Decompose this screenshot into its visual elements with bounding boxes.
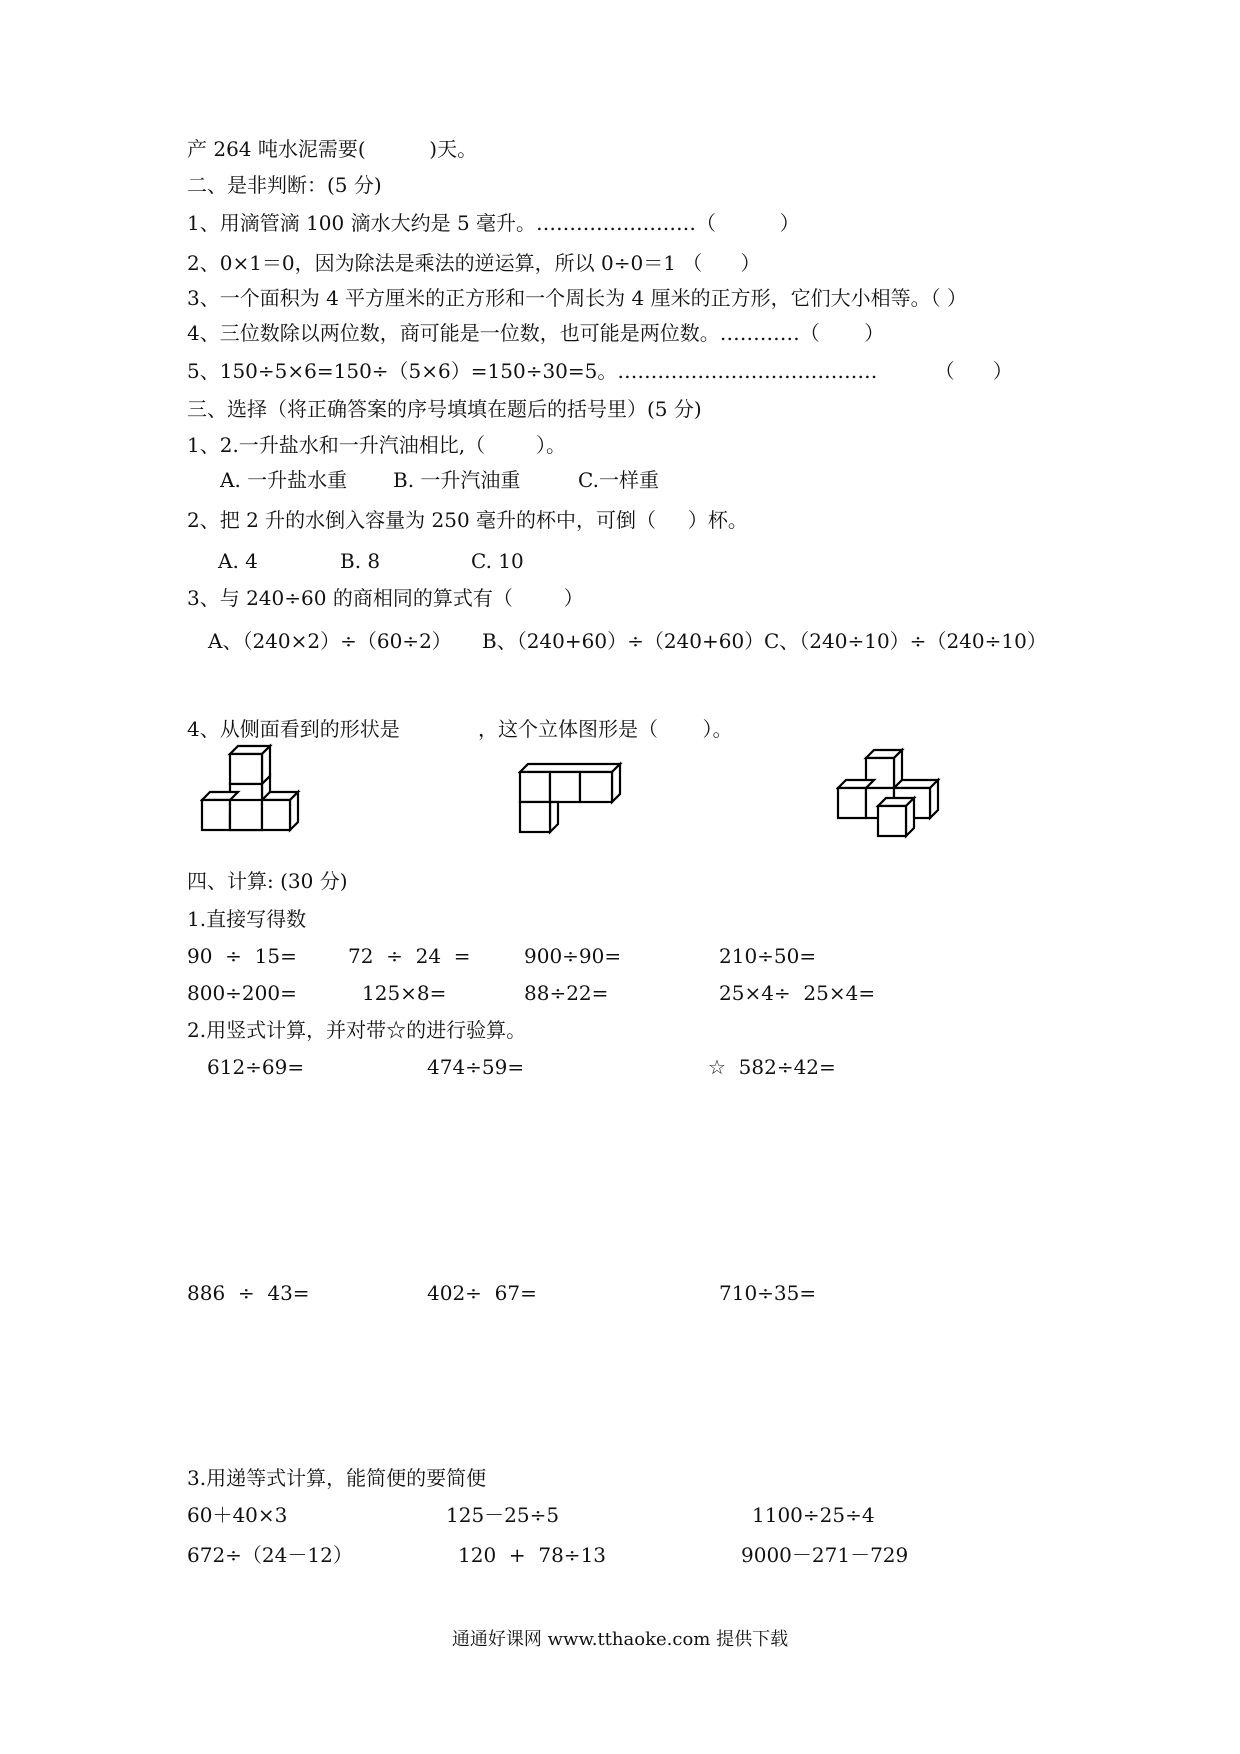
oral-calc-1-1: 90 ÷ 15= xyxy=(187,944,297,968)
choice-q1-option-b: B. 一升汽油重 xyxy=(393,468,521,492)
section2-title: 二、是非判断：(5 分) xyxy=(187,173,382,197)
vertical-calc-2-3: 710÷35= xyxy=(719,1281,817,1305)
judgement-item-4: 4、三位数除以两位数，商可能是一位数，也可能是两位数。…………（ ） xyxy=(187,321,885,345)
vertical-calc-1-1: 612÷69= xyxy=(207,1055,305,1079)
choice-q3-stem: 3、与 240÷60 的商相同的算式有（ ） xyxy=(187,586,584,610)
choice-q2-option-a: A. 4 xyxy=(218,549,258,573)
page-footer: 通通好课网 www.tthaoke.com 提供下载 xyxy=(451,1629,789,1650)
part2-title: 2.用竖式计算，并对带☆的进行验算。 xyxy=(187,1018,527,1042)
stepwise-calc-2-1: 672÷（24－12） xyxy=(187,1543,353,1567)
choice-q2-stem: 2、把 2 升的水倒入容量为 250 毫升的杯中，可倒（ ）杯。 xyxy=(187,508,748,532)
choice-q3-option-c: C、（240÷10）÷（240÷10） xyxy=(764,629,1047,653)
cube-figure-a xyxy=(200,740,310,840)
section3-title: 三、选择（将正确答案的序号填填在题后的括号里）(5 分) xyxy=(187,397,702,421)
stepwise-calc-1-2: 125－25÷5 xyxy=(446,1503,560,1527)
oral-calc-1-4: 210÷50= xyxy=(719,944,817,968)
stepwise-calc-2-3: 9000－271－729 xyxy=(741,1543,909,1567)
continuation-text: 产 264 吨水泥需要( )天。 xyxy=(187,137,478,161)
stepwise-calc-2-2: 120 + 78÷13 xyxy=(458,1543,607,1567)
choice-q4-stem-part1: 4、从侧面看到的形状是 xyxy=(187,717,400,741)
choice-q2-option-c: C. 10 xyxy=(471,549,524,573)
section4-title: 四、计算: (30 分) xyxy=(187,869,348,893)
vertical-calc-2-2: 402÷ 67= xyxy=(427,1281,537,1305)
stepwise-calc-1-3: 1100÷25÷4 xyxy=(752,1503,875,1527)
choice-q1-option-c: C.一样重 xyxy=(578,468,659,492)
stepwise-calc-1-1: 60＋40×3 xyxy=(187,1503,288,1527)
oral-calc-1-3: 900÷90= xyxy=(524,944,622,968)
judgement-item-2: 2、0×1＝0，因为除法是乘法的逆运算，所以 0÷0＝1 （ ） xyxy=(187,251,761,275)
oral-calc-2-4: 25×4÷ 25×4= xyxy=(719,981,876,1005)
judgement-item-1: 1、用滴管滴 100 滴水大约是 5 毫升。……………………（ ） xyxy=(187,211,800,235)
cube-figure-c xyxy=(836,742,956,842)
choice-q2-option-b: B. 8 xyxy=(340,549,381,573)
choice-q1-stem: 1、2.一升盐水和一升汽油相比,（ ）。 xyxy=(187,433,567,457)
vertical-calc-1-2: 474÷59= xyxy=(427,1055,525,1079)
choice-q4-stem-part2: ，这个立体图形是（ ）。 xyxy=(478,717,733,741)
cube-figure-b xyxy=(518,758,638,838)
part3-title: 3.用递等式计算，能简便的要简便 xyxy=(187,1466,487,1490)
choice-q3-option-b: B、（240+60）÷（240+60） xyxy=(482,629,765,653)
judgement-item-3: 3、一个面积为 4 平方厘米的正方形和一个周长为 4 厘米的正方形，它们大小相等。（ ） xyxy=(187,286,967,310)
choice-q3-option-a: A、（240×2）÷（60÷2） xyxy=(208,629,452,653)
vertical-calc-2-1: 886 ÷ 43= xyxy=(187,1281,310,1305)
oral-calc-1-2: 72 ÷ 24 = xyxy=(348,944,471,968)
oral-calc-2-2: 125×8= xyxy=(362,981,447,1005)
oral-calc-2-1: 800÷200= xyxy=(187,981,297,1005)
judgement-item-5: 5、150÷5×6=150÷（5×6）=150÷30=5。………………………………… （ ） xyxy=(187,359,1013,383)
oral-calc-2-3: 88÷22= xyxy=(524,981,609,1005)
choice-q1-option-a: A. 一升盐水重 xyxy=(220,468,348,492)
part1-title: 1.直接写得数 xyxy=(187,907,307,931)
vertical-calc-1-3: ☆ 582÷42= xyxy=(708,1055,836,1079)
